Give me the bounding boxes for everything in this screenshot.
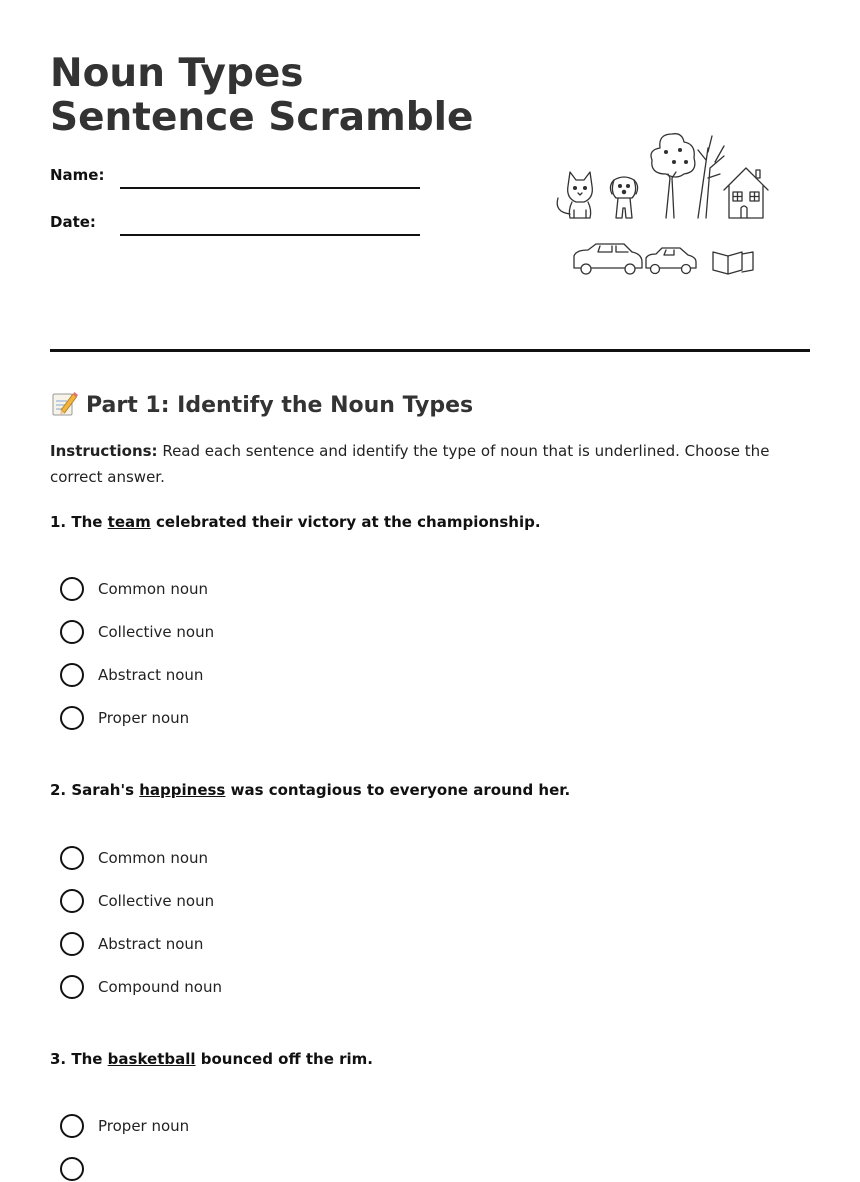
- dog-icon: [610, 177, 637, 218]
- doodle-illustration: [548, 128, 774, 278]
- pencil-memo-icon: [50, 389, 78, 417]
- option-label: Abstract noun: [98, 935, 204, 953]
- q2-option-collective-noun[interactable]: [60, 888, 214, 914]
- q1-option-proper-noun[interactable]: [60, 705, 189, 731]
- option-label: Collective noun: [98, 623, 215, 641]
- part1-heading: [50, 389, 473, 421]
- underlined-noun: team: [107, 513, 151, 531]
- question-text: 2. Sarah's: [50, 781, 140, 799]
- radio-button[interactable]: [60, 1114, 84, 1138]
- instructions-label: Instructions:: [50, 442, 158, 460]
- question-text: 1. The: [50, 513, 108, 531]
- q3-option-proper-noun[interactable]: [60, 1113, 189, 1139]
- radio-button[interactable]: [60, 663, 84, 687]
- q2-option-abstract-noun[interactable]: [60, 931, 203, 957]
- radio-button[interactable]: [60, 577, 84, 601]
- q3-option-partial[interactable]: [60, 1156, 84, 1182]
- question-text: 3. The: [50, 1050, 108, 1068]
- q1-option-common-noun[interactable]: [60, 576, 208, 602]
- date-label: Date:: [50, 213, 96, 231]
- cat-icon: [557, 172, 592, 218]
- radio-button[interactable]: [60, 846, 84, 870]
- option-label: Proper noun: [98, 709, 190, 727]
- radio-button[interactable]: [60, 706, 84, 730]
- book-icon: [713, 252, 753, 274]
- question-2: [50, 779, 570, 801]
- name-field[interactable]: [120, 187, 420, 189]
- instructions: [50, 438, 810, 490]
- part1-heading-text: Part 1: Identify the Noun Types: [86, 393, 474, 418]
- q1-option-abstract-noun[interactable]: [60, 662, 203, 688]
- option-label: Proper noun: [98, 1117, 190, 1135]
- car-icon: [646, 248, 696, 274]
- q2-option-common-noun[interactable]: [60, 845, 208, 871]
- section-divider: [50, 349, 810, 352]
- car-icon: [574, 244, 642, 274]
- house-icon: [724, 168, 768, 218]
- option-label: Collective noun: [98, 892, 215, 910]
- question-text: bounced off the rim.: [195, 1050, 373, 1068]
- option-label: Common noun: [98, 580, 209, 598]
- worksheet-title: Noun Types Sentence Scramble: [50, 51, 474, 140]
- question-1: [50, 511, 541, 533]
- question-3: [50, 1048, 373, 1070]
- name-label: Name:: [50, 166, 105, 184]
- question-text: celebrated their victory at the championship.: [150, 513, 541, 531]
- radio-button[interactable]: [60, 620, 84, 644]
- underlined-noun: basketball: [107, 1050, 196, 1068]
- bare-tree-icon: [698, 136, 724, 218]
- tree-icon: [651, 134, 695, 218]
- instructions-text: Read each sentence and identify the type of noun that is underlined. Choose the correct answer.: [50, 442, 770, 486]
- option-label: Abstract noun: [98, 666, 204, 684]
- q2-option-compound-noun[interactable]: [60, 974, 222, 1000]
- radio-button[interactable]: [60, 932, 84, 956]
- radio-button[interactable]: [60, 889, 84, 913]
- underlined-noun: happiness: [139, 781, 226, 799]
- date-field[interactable]: [120, 234, 420, 236]
- option-label: Common noun: [98, 849, 209, 867]
- radio-button[interactable]: [60, 975, 84, 999]
- question-text: was contagious to everyone around her.: [225, 781, 571, 799]
- option-label: Compound noun: [98, 978, 222, 996]
- q1-option-collective-noun[interactable]: [60, 619, 214, 645]
